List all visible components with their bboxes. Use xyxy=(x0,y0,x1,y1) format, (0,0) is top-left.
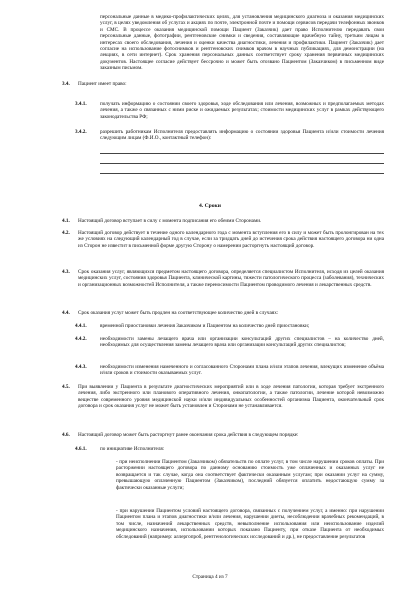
contact-line-1 xyxy=(100,153,384,154)
clause-4-4-3-text: необходимости изменения намеченного и согласованного Сторонами плана и/или этапов лечения, влекущих изменение объёма и/или сроков и стоимости оказываемых услуг. xyxy=(100,364,384,377)
list-item-violation: - при нарушении Пациентом условий настоящего договора, связанных с получением услуг, а именно: при нарушении Пациентом плана и этапов диагностики и/или лечения, нарушении диеты, несоблюдении врачебных рекомендаций, в том числе, назначений лекарственных средств, невыполнение использования или неиспользование изделий медицинского назначения, использовании которых показано Пациенту, при отказе Пациента от необходимых обследований (например: аллергопроб, рентгенологических исследований и др.), не предоставление результатов xyxy=(116,508,384,540)
clause-number-4-5: 4.5. xyxy=(62,384,70,390)
clause-3-4-2-text: разрешить работникам Исполнителя предоставлять информацию о состоянии здоровья Пациента и/или стоимости лечения следующим лицам (Ф.И.О., контактный телефон): xyxy=(100,129,384,142)
page-number-footer: Страница 4 из 7 xyxy=(192,574,228,580)
clause-4-4-2-text: необходимости замены лечащего врача или организации консультаций других специалистов – на количество дней, необходимых для осуществления замены лечащего врача или организации консультаций других специалистов; xyxy=(100,336,384,349)
section-heading-terms: 4. Сроки xyxy=(199,203,221,209)
clause-4-6-text: Настоящий договор может быть расторгнут ранее окончания срока действия в следующем порядке: xyxy=(78,432,299,438)
clause-4-3-text: Срок оказания услуг, являющихся предметом настоящего договора, определяется специалистом Исполнителя, исходя из целей оказания медицинских услуг, состояния здоровья Пациента, клинической картины, тяжести патологического процесса (заболевания), технических и организационных возможностей Исполнителя, а также переносимости Пациентом проводимого лечения и лекарственных средств. xyxy=(78,269,384,288)
clause-number-3-4-1: 3.4.1. xyxy=(75,101,87,107)
clause-4-6-1-text: по инициативе Исполнителя: xyxy=(100,446,165,452)
clause-number-3-4: 3.4. xyxy=(62,81,70,87)
clause-4-5-text: При выявлении у Пациента в результате диагностических мероприятий или в ходе лечения патологии, которая требует экстренного лечения, либо экстренного или планового оперативного лечения, онкопатологии, а также патологии, лечение которой невозможно веществе современного уровня медицинской науки и/или индивидуальных особенностей организма Пациента, окончательный срок договора и срок оказания услуг не может быть установлен и Сторонами не устанавливается. xyxy=(78,384,384,410)
clause-number-4-3: 4.3. xyxy=(62,269,70,275)
clause-number-4-6-1: 4.6.1. xyxy=(75,446,87,452)
contact-line-3 xyxy=(100,173,384,174)
clause-number-3-4-2: 3.4.2. xyxy=(75,129,87,135)
clause-4-4-1-text: временной приостановки лечения Заказчиком и Пациентом на количество дней приостановки; xyxy=(100,323,310,329)
clause-3-4-1-text: получать информацию о состоянии своего здоровья, ходе обследования или лечения, возможных и предполагаемых методах лечения, а также о связанных с ними риске и ожидаемых результатах; стоимости медицинских услуг в рамках действующего законодательства РФ; xyxy=(100,101,384,120)
clause-number-4-4-2: 4.4.2. xyxy=(75,336,87,342)
clause-number-4-2: 4.2. xyxy=(62,230,70,236)
clause-number-4-4-1: 4.4.1. xyxy=(75,323,87,329)
clause-number-4-4-3: 4.4.3. xyxy=(75,364,87,370)
paragraph-consent-continued: персональные данные в медико-профилактических целях, для установления медицинского диагноза и оказания медицинских услуг, в целях уведомления об услугах и акциях по почте, электронной почте и помощи сервисов передачи телефонных звонков и СМС. В процессе оказания медицинской помощи Пациент (Заказчик) дает право Исполнителю передавать свои персональные данные, фотографии, рентгеновские снимки и сведения, составляющие врачебную тайну, третьим лицам в интересах своего обследования, лечения и оценки качества диагностики, лечения и профилактики. Пациент (Заказчик) дает согласие на использование фотоснимков и рентгеновских снимков врачом в научных публикациях, для демонстрации (на лекциях, в сети интернет). Срок хранения персональных данных соответствует сроку хранения первичных медицинских документов. Настоящее согласие действует бессрочно и может быть отозвано Пациентом (Заказчиком) в письменном виде заказным письмом. xyxy=(100,14,384,72)
clause-3-4-text: Пациент имеет право: xyxy=(78,81,127,87)
clause-number-4-4: 4.4. xyxy=(62,310,70,316)
clause-number-4-1: 4.1. xyxy=(62,218,70,224)
clause-4-1-text: Настоящий договор вступает в силу с момента подписания его обеими Сторонами. xyxy=(78,218,262,224)
list-item-nonpayment: - при неисполнении Пациентом (Заказчиком) обязательств по оплате услуг, в том числе нарушении сроков оплаты. При расторжении настоящего договора по данному основанию стоимость уже оплаченных и оказанных услуг не возвращается и так случае, когда она соответствует фактически оказанным услугам; при оказании услуг на сумму, превышающую оплаченную Пациентом (Заказчиком), последний обязуется оплатить недостающую сумму за фактически оказанные услуги; xyxy=(116,459,384,491)
clause-4-2-text: Настоящий договор действует в течение одного календарного года с момента вступления его в силу и может быть пролонгирован на тех же условиях на следующий календарный год в случае, если за тридцать дней до истечения срока действия настоящего договора ни одна из Сторон не известит в письменной форме другую Сторону о намерении расторгнуть настоящий договор. xyxy=(78,230,384,249)
contact-line-2 xyxy=(100,163,384,164)
clause-4-4-text: Срок оказания услуг может быть продлен на соответствующее количество дней в случаях: xyxy=(78,310,279,316)
clause-number-4-6: 4.6. xyxy=(62,432,70,438)
